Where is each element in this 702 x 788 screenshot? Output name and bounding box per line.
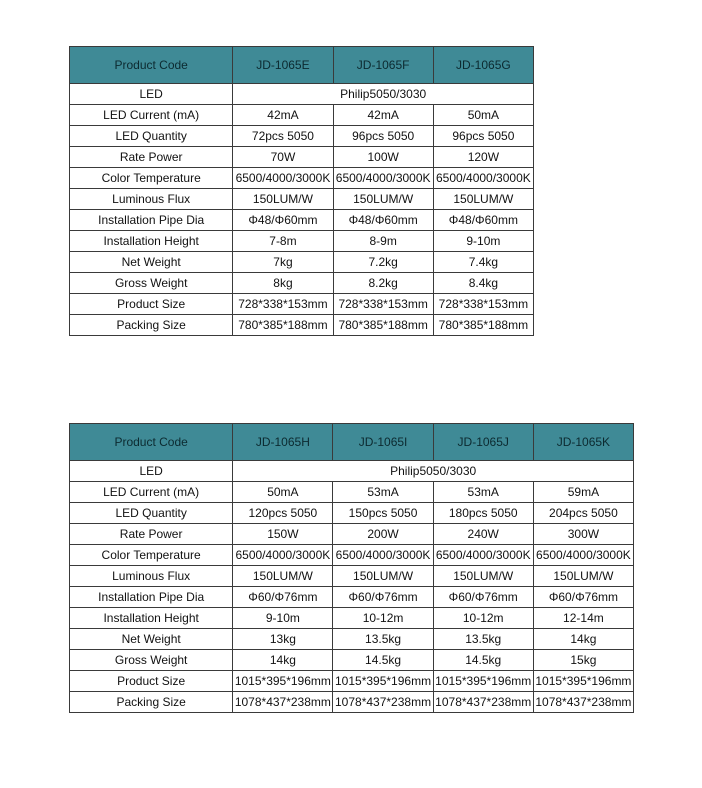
row-label: LED — [70, 84, 233, 105]
table-row — [70, 650, 634, 671]
table-row — [70, 524, 634, 545]
row-value: 728*338*153mm — [233, 294, 333, 315]
row-label: LED — [70, 461, 233, 482]
table-row-led — [70, 84, 534, 105]
row-value: 1078*437*238mm — [333, 692, 433, 713]
row-value: 7.2kg — [333, 252, 433, 273]
row-value: 9-10m — [233, 608, 333, 629]
row-value: 96pcs 5050 — [333, 126, 433, 147]
header-label: Product Code — [70, 424, 233, 461]
row-label: Installation Pipe Dia — [70, 210, 233, 231]
row-value: 6500/4000/3000K — [333, 168, 433, 189]
row-value: 13.5kg — [433, 629, 533, 650]
row-value: 9-10m — [433, 231, 533, 252]
row-value: 6500/4000/3000K — [433, 168, 533, 189]
row-value: 780*385*188mm — [333, 315, 433, 336]
row-value: 6500/4000/3000K — [433, 545, 533, 566]
row-value: Philip5050/3030 — [233, 461, 634, 482]
row-value: 8-9m — [333, 231, 433, 252]
row-value: 8.4kg — [433, 273, 533, 294]
row-value: 50mA — [433, 105, 533, 126]
row-label: Product Size — [70, 294, 233, 315]
row-label: LED Quantity — [70, 503, 233, 524]
spec-table-2 — [69, 423, 634, 713]
table-row — [70, 692, 634, 713]
row-value: Φ48/Φ60mm — [433, 210, 533, 231]
model-code: JD-1065J — [433, 424, 533, 461]
row-value: 120pcs 5050 — [233, 503, 333, 524]
row-label: Color Temperature — [70, 168, 233, 189]
table-row — [70, 189, 534, 210]
row-label: Net Weight — [70, 629, 233, 650]
spec-table-1 — [69, 46, 534, 336]
row-value: 10-12m — [333, 608, 433, 629]
row-value: 120W — [433, 147, 533, 168]
row-value: 1078*437*238mm — [233, 692, 333, 713]
row-value: 14.5kg — [433, 650, 533, 671]
row-value: 240W — [433, 524, 533, 545]
row-value: Φ48/Φ60mm — [333, 210, 433, 231]
row-value: 53mA — [433, 482, 533, 503]
row-value: Φ60/Φ76mm — [433, 587, 533, 608]
table-row-led — [70, 461, 634, 482]
row-label: LED Current (mA) — [70, 482, 233, 503]
header-row — [70, 47, 534, 84]
table-row — [70, 587, 634, 608]
row-value: 96pcs 5050 — [433, 126, 533, 147]
table-row — [70, 210, 534, 231]
row-value: 180pcs 5050 — [433, 503, 533, 524]
row-value: Φ60/Φ76mm — [533, 587, 633, 608]
model-code: JD-1065E — [233, 47, 333, 84]
row-label: Installation Height — [70, 231, 233, 252]
table-row — [70, 566, 634, 587]
row-value: 1078*437*238mm — [533, 692, 633, 713]
row-label: Packing Size — [70, 315, 233, 336]
header-row — [70, 424, 634, 461]
row-value: 53mA — [333, 482, 433, 503]
row-label: Luminous Flux — [70, 566, 233, 587]
table-row — [70, 252, 534, 273]
row-value: 8kg — [233, 273, 333, 294]
row-value: 1015*395*196mm — [533, 671, 633, 692]
table-row — [70, 608, 634, 629]
row-value: 1015*395*196mm — [433, 671, 533, 692]
row-value: 15kg — [533, 650, 633, 671]
row-label: Product Size — [70, 671, 233, 692]
row-label: Gross Weight — [70, 273, 233, 294]
row-value: 42mA — [333, 105, 433, 126]
row-value: 59mA — [533, 482, 633, 503]
row-label: Gross Weight — [70, 650, 233, 671]
row-label: Color Temperature — [70, 545, 233, 566]
row-value: 14.5kg — [333, 650, 433, 671]
table-row — [70, 105, 534, 126]
table-row — [70, 294, 534, 315]
row-label: LED Quantity — [70, 126, 233, 147]
table-row — [70, 629, 634, 650]
table-row — [70, 231, 534, 252]
row-value: 728*338*153mm — [333, 294, 433, 315]
row-value: 150LUM/W — [533, 566, 633, 587]
model-code: JD-1065F — [333, 47, 433, 84]
row-value: 200W — [333, 524, 433, 545]
row-value: 100W — [333, 147, 433, 168]
row-value: Φ48/Φ60mm — [233, 210, 333, 231]
row-value: 1015*395*196mm — [333, 671, 433, 692]
row-value: 6500/4000/3000K — [233, 545, 333, 566]
row-value: 14kg — [233, 650, 333, 671]
header-label: Product Code — [70, 47, 233, 84]
model-code: JD-1065K — [533, 424, 633, 461]
row-value: 7-8m — [233, 231, 333, 252]
table-row — [70, 482, 634, 503]
row-value: 10-12m — [433, 608, 533, 629]
row-value: 300W — [533, 524, 633, 545]
row-value: 6500/4000/3000K — [233, 168, 333, 189]
row-value: 150pcs 5050 — [333, 503, 433, 524]
table-row — [70, 273, 534, 294]
row-value: 1015*395*196mm — [233, 671, 333, 692]
row-value: 204pcs 5050 — [533, 503, 633, 524]
model-code: JD-1065I — [333, 424, 433, 461]
row-value: 150LUM/W — [433, 566, 533, 587]
row-label: Packing Size — [70, 692, 233, 713]
row-value: 728*338*153mm — [433, 294, 533, 315]
row-value: 780*385*188mm — [233, 315, 333, 336]
row-value: 1078*437*238mm — [433, 692, 533, 713]
row-label: Installation Height — [70, 608, 233, 629]
row-value: 7kg — [233, 252, 333, 273]
row-value: 6500/4000/3000K — [333, 545, 433, 566]
row-label: Luminous Flux — [70, 189, 233, 210]
row-label: Net Weight — [70, 252, 233, 273]
row-value: 13kg — [233, 629, 333, 650]
row-label: Rate Power — [70, 524, 233, 545]
row-value: 150LUM/W — [233, 566, 333, 587]
table-row — [70, 671, 634, 692]
row-value: 7.4kg — [433, 252, 533, 273]
table-row — [70, 126, 534, 147]
row-label: LED Current (mA) — [70, 105, 233, 126]
row-value: 780*385*188mm — [433, 315, 533, 336]
row-value: 150W — [233, 524, 333, 545]
row-value: 50mA — [233, 482, 333, 503]
row-value: 72pcs 5050 — [233, 126, 333, 147]
row-value: 150LUM/W — [333, 566, 433, 587]
row-value: 8.2kg — [333, 273, 433, 294]
row-label: Rate Power — [70, 147, 233, 168]
table-row — [70, 503, 634, 524]
row-value: 6500/4000/3000K — [533, 545, 633, 566]
row-value: 13.5kg — [333, 629, 433, 650]
row-value: 42mA — [233, 105, 333, 126]
row-value: 150LUM/W — [233, 189, 333, 210]
row-value: Φ60/Φ76mm — [333, 587, 433, 608]
table-row — [70, 147, 534, 168]
row-value: 14kg — [533, 629, 633, 650]
row-value: 12-14m — [533, 608, 633, 629]
table-row — [70, 545, 634, 566]
row-value: 150LUM/W — [333, 189, 433, 210]
table-row — [70, 315, 534, 336]
model-code: JD-1065G — [433, 47, 533, 84]
row-value: 70W — [233, 147, 333, 168]
row-value: 150LUM/W — [433, 189, 533, 210]
model-code: JD-1065H — [233, 424, 333, 461]
row-value: Philip5050/3030 — [233, 84, 534, 105]
row-value: Φ60/Φ76mm — [233, 587, 333, 608]
row-label: Installation Pipe Dia — [70, 587, 233, 608]
table-row — [70, 168, 534, 189]
